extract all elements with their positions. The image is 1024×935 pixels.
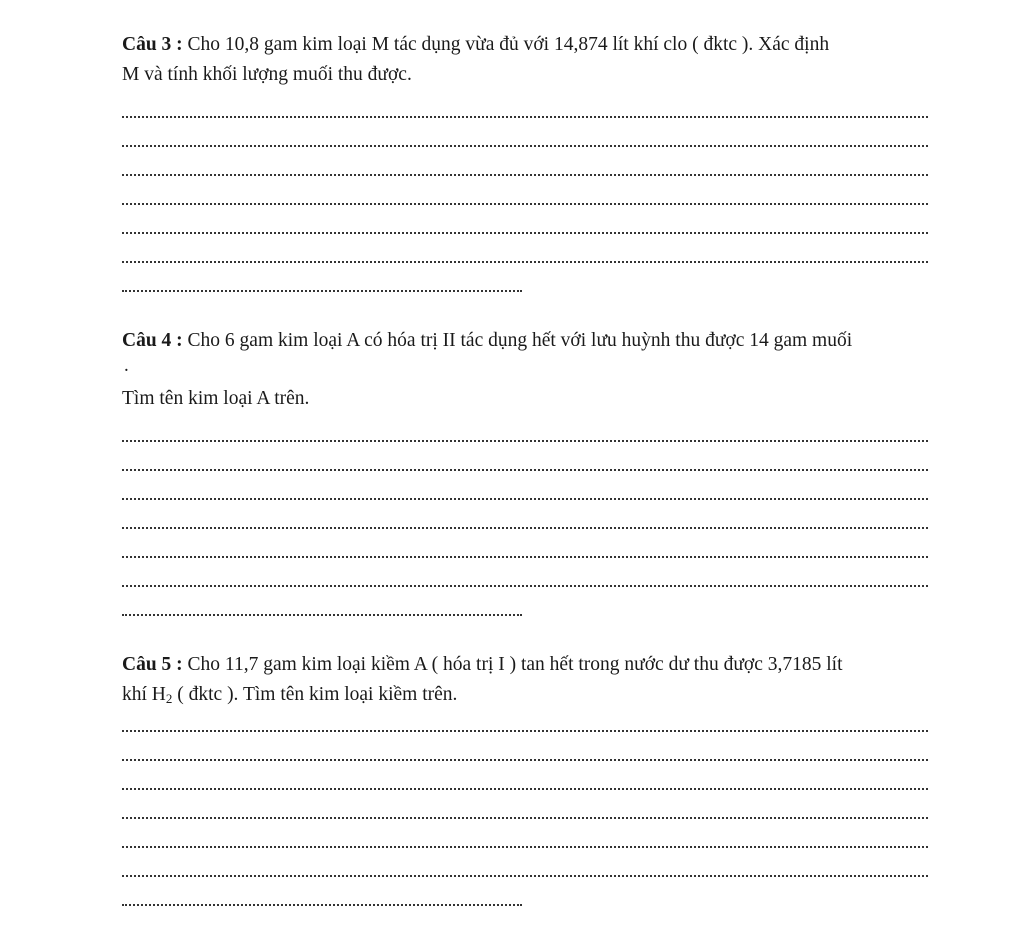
answer-line [122, 270, 962, 299]
answer-line [122, 507, 962, 536]
answer-line [122, 768, 962, 797]
question-3 [122, 30, 962, 90]
question-5-line-1 [122, 650, 962, 680]
answer-line [122, 826, 962, 855]
answer-line [122, 565, 962, 594]
question-5-label: Câu 5 : [122, 654, 183, 675]
question-4-stray-dot: . [124, 355, 129, 376]
question-3-text: Cho 10,8 gam kim loại M tác dụng vừa đủ với 14,874 lít khí clo ( đktc ). Xác định [182, 34, 830, 55]
question-4-text: Cho 6 gam kim loại A có hóa trị II tác dụng hết với lưu huỳnh thu được 14 gam muối [182, 330, 853, 351]
question-5-subscript: 2 [165, 691, 173, 706]
question-4-label: Câu 4 : [122, 330, 183, 351]
answer-line [122, 478, 962, 507]
answer-line [122, 420, 962, 449]
answer-line [122, 449, 962, 478]
answer-line [122, 739, 962, 768]
answer-line [122, 855, 962, 884]
question-4-line-2: Tìm tên kim loại A trên. [122, 388, 310, 409]
question-5-text-post: ( đktc ). Tìm tên kim loại kiềm trên. [172, 684, 458, 705]
question-3-label: Câu 3 : [122, 34, 183, 55]
answer-line [122, 710, 962, 739]
answer-line [122, 884, 962, 913]
answer-line [122, 125, 962, 154]
question-5-text-pre: khí H [122, 684, 166, 705]
answer-line [122, 536, 962, 565]
question-5-answer-area[interactable] [122, 710, 962, 913]
question-3-line-1 [122, 30, 962, 60]
question-5-text: Cho 11,7 gam kim loại kiềm A ( hóa trị I ) tan hết trong nước dư thu được 3,7185 lít [182, 654, 843, 675]
answer-line [122, 154, 962, 183]
question-4-answer-area[interactable] [122, 420, 962, 623]
answer-line [122, 96, 962, 125]
answer-line [122, 241, 962, 270]
answer-line [122, 212, 962, 241]
question-5 [122, 650, 962, 710]
question-3-line-2: M và tính khối lượng muối thu được. [122, 64, 412, 85]
question-5-line-2 [122, 680, 962, 710]
answer-line [122, 183, 962, 212]
answer-line [122, 594, 962, 623]
question-4 [122, 326, 962, 356]
question-4-line-1 [122, 326, 962, 356]
answer-line [122, 797, 962, 826]
question-3-answer-area[interactable] [122, 96, 962, 299]
